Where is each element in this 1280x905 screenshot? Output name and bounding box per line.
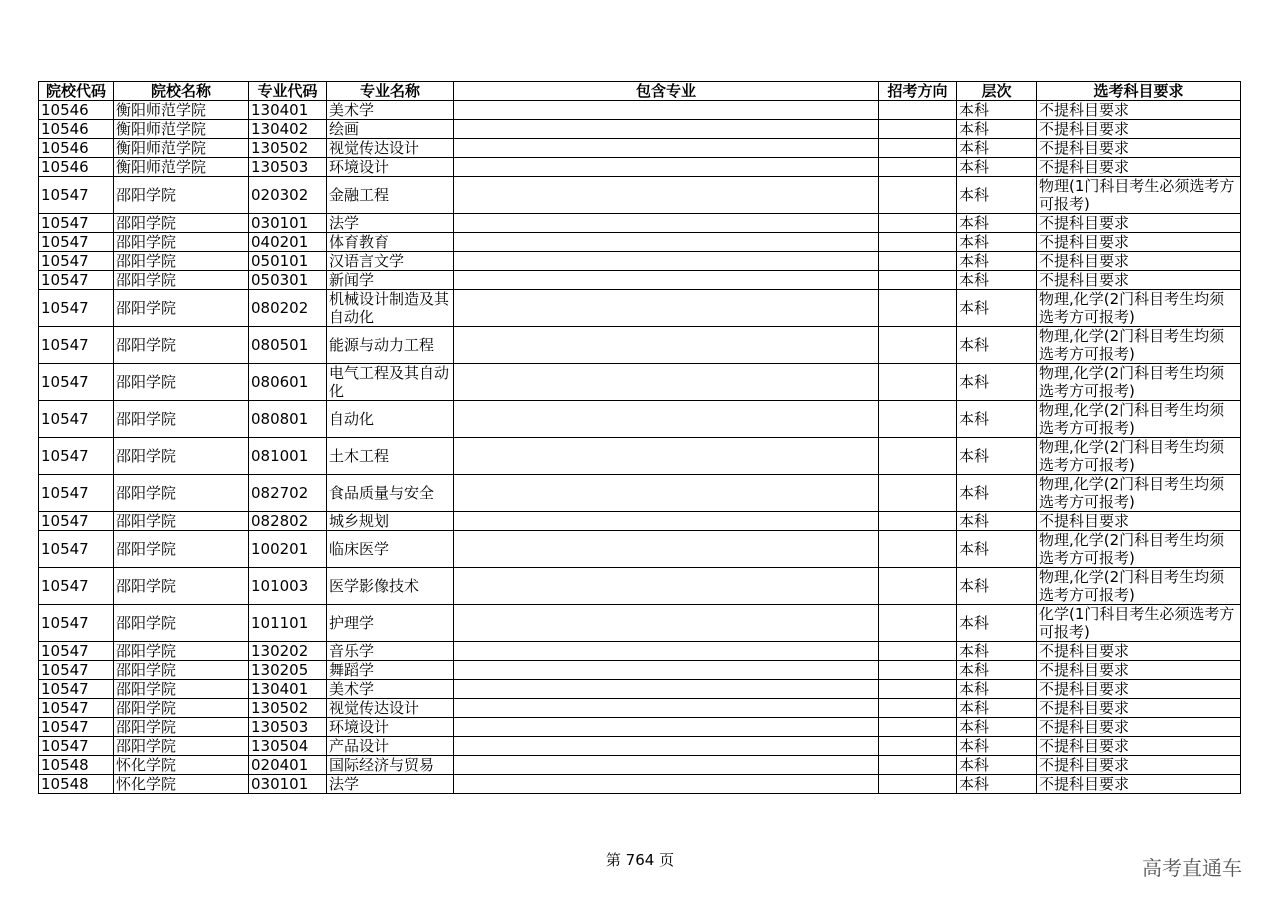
cell-school-code: 10547 — [39, 737, 114, 756]
cell-included-majors — [454, 699, 879, 718]
table-row — [39, 718, 1241, 737]
cell-direction — [879, 531, 957, 568]
cell-subject-requirement: 不提科目要求 — [1037, 756, 1241, 775]
cell-subject-requirement: 不提科目要求 — [1037, 775, 1241, 794]
cell-included-majors — [454, 327, 879, 364]
cell-level: 本科 — [957, 605, 1037, 642]
cell-school-name: 邵阳学院 — [114, 438, 249, 475]
cell-major-name: 护理学 — [327, 605, 454, 642]
cell-level: 本科 — [957, 718, 1037, 737]
cell-major-code: 050301 — [249, 271, 327, 290]
cell-major-name: 机械设计制造及其自动化 — [327, 290, 454, 327]
header-school-name: 院校名称 — [114, 82, 249, 101]
header-subject-requirement: 选考科目要求 — [1037, 82, 1241, 101]
cell-direction — [879, 642, 957, 661]
cell-included-majors — [454, 718, 879, 737]
cell-subject-requirement: 物理(1门科目考生必须选考方可报考) — [1037, 177, 1241, 214]
cell-direction — [879, 605, 957, 642]
cell-subject-requirement: 不提科目要求 — [1037, 233, 1241, 252]
cell-school-code: 10546 — [39, 158, 114, 177]
cell-major-code: 130502 — [249, 139, 327, 158]
cell-included-majors — [454, 661, 879, 680]
cell-included-majors — [454, 139, 879, 158]
table-body — [39, 101, 1241, 794]
watermark: 高考直通车 — [1142, 856, 1242, 880]
cell-major-name: 法学 — [327, 775, 454, 794]
cell-subject-requirement: 不提科目要求 — [1037, 642, 1241, 661]
cell-subject-requirement: 不提科目要求 — [1037, 158, 1241, 177]
cell-direction — [879, 364, 957, 401]
table-row — [39, 756, 1241, 775]
cell-subject-requirement: 化学(1门科目考生必须选考方可报考) — [1037, 605, 1241, 642]
cell-major-code: 030101 — [249, 775, 327, 794]
cell-major-code: 040201 — [249, 233, 327, 252]
cell-school-name: 邵阳学院 — [114, 531, 249, 568]
cell-included-majors — [454, 364, 879, 401]
cell-level: 本科 — [957, 756, 1037, 775]
cell-level: 本科 — [957, 290, 1037, 327]
table-row — [39, 177, 1241, 214]
cell-major-code: 130205 — [249, 661, 327, 680]
cell-subject-requirement: 不提科目要求 — [1037, 101, 1241, 120]
cell-major-name: 新闻学 — [327, 271, 454, 290]
cell-major-code: 080601 — [249, 364, 327, 401]
header-included-majors: 包含专业 — [454, 82, 879, 101]
cell-school-code: 10547 — [39, 252, 114, 271]
cell-direction — [879, 290, 957, 327]
cell-school-name: 衡阳师范学院 — [114, 101, 249, 120]
cell-subject-requirement: 物理,化学(2门科目考生均须选考方可报考) — [1037, 327, 1241, 364]
table-row — [39, 661, 1241, 680]
cell-included-majors — [454, 101, 879, 120]
cell-school-code: 10547 — [39, 271, 114, 290]
table-row — [39, 568, 1241, 605]
cell-major-name: 国际经济与贸易 — [327, 756, 454, 775]
cell-included-majors — [454, 512, 879, 531]
cell-included-majors — [454, 605, 879, 642]
cell-school-name: 邵阳学院 — [114, 290, 249, 327]
header-row — [39, 82, 1241, 101]
cell-level: 本科 — [957, 568, 1037, 605]
cell-subject-requirement: 不提科目要求 — [1037, 680, 1241, 699]
cell-direction — [879, 101, 957, 120]
cell-level: 本科 — [957, 699, 1037, 718]
cell-subject-requirement: 不提科目要求 — [1037, 718, 1241, 737]
page-number: 第 764 页 — [605, 851, 675, 869]
cell-school-name: 邵阳学院 — [114, 699, 249, 718]
cell-included-majors — [454, 177, 879, 214]
cell-school-code: 10547 — [39, 661, 114, 680]
cell-major-code: 030101 — [249, 214, 327, 233]
cell-level: 本科 — [957, 271, 1037, 290]
table-row — [39, 737, 1241, 756]
cell-school-code: 10546 — [39, 139, 114, 158]
header-level: 层次 — [957, 82, 1037, 101]
cell-major-name: 临床医学 — [327, 531, 454, 568]
cell-major-code: 130401 — [249, 680, 327, 699]
cell-major-code: 080801 — [249, 401, 327, 438]
cell-subject-requirement: 不提科目要求 — [1037, 737, 1241, 756]
cell-school-name: 邵阳学院 — [114, 401, 249, 438]
cell-school-code: 10547 — [39, 401, 114, 438]
cell-subject-requirement: 物理,化学(2门科目考生均须选考方可报考) — [1037, 531, 1241, 568]
cell-major-name: 医学影像技术 — [327, 568, 454, 605]
cell-major-code: 130503 — [249, 718, 327, 737]
table-row — [39, 775, 1241, 794]
header-direction: 招考方向 — [879, 82, 957, 101]
cell-school-name: 邵阳学院 — [114, 271, 249, 290]
table-row — [39, 475, 1241, 512]
cell-subject-requirement: 物理,化学(2门科目考生均须选考方可报考) — [1037, 401, 1241, 438]
cell-subject-requirement: 不提科目要求 — [1037, 271, 1241, 290]
cell-school-code: 10547 — [39, 680, 114, 699]
cell-school-name: 衡阳师范学院 — [114, 158, 249, 177]
cell-school-name: 邵阳学院 — [114, 737, 249, 756]
cell-school-code: 10547 — [39, 177, 114, 214]
cell-major-code: 101101 — [249, 605, 327, 642]
table-row — [39, 158, 1241, 177]
table-row — [39, 290, 1241, 327]
cell-major-name: 美术学 — [327, 680, 454, 699]
cell-included-majors — [454, 756, 879, 775]
table-row — [39, 214, 1241, 233]
cell-school-name: 邵阳学院 — [114, 475, 249, 512]
cell-school-code: 10547 — [39, 531, 114, 568]
cell-school-name: 邵阳学院 — [114, 568, 249, 605]
cell-level: 本科 — [957, 475, 1037, 512]
cell-direction — [879, 401, 957, 438]
cell-direction — [879, 737, 957, 756]
cell-level: 本科 — [957, 680, 1037, 699]
cell-major-code: 050101 — [249, 252, 327, 271]
cell-level: 本科 — [957, 327, 1037, 364]
cell-school-name: 邵阳学院 — [114, 364, 249, 401]
table-row — [39, 364, 1241, 401]
cell-major-code: 130402 — [249, 120, 327, 139]
cell-school-name: 邵阳学院 — [114, 605, 249, 642]
cell-subject-requirement: 不提科目要求 — [1037, 661, 1241, 680]
cell-direction — [879, 158, 957, 177]
cell-school-code: 10547 — [39, 214, 114, 233]
cell-included-majors — [454, 158, 879, 177]
cell-major-code: 020302 — [249, 177, 327, 214]
cell-major-name: 法学 — [327, 214, 454, 233]
cell-major-name: 体育教育 — [327, 233, 454, 252]
cell-major-code: 081001 — [249, 438, 327, 475]
cell-school-code: 10547 — [39, 605, 114, 642]
cell-level: 本科 — [957, 642, 1037, 661]
cell-school-name: 邵阳学院 — [114, 214, 249, 233]
cell-school-name: 邵阳学院 — [114, 680, 249, 699]
cell-included-majors — [454, 290, 879, 327]
cell-major-name: 电气工程及其自动化 — [327, 364, 454, 401]
cell-school-code: 10547 — [39, 327, 114, 364]
table-row — [39, 531, 1241, 568]
table-row — [39, 605, 1241, 642]
header-major-code: 专业代码 — [249, 82, 327, 101]
cell-included-majors — [454, 531, 879, 568]
cell-included-majors — [454, 214, 879, 233]
cell-school-name: 邵阳学院 — [114, 177, 249, 214]
table-row — [39, 642, 1241, 661]
cell-direction — [879, 756, 957, 775]
cell-subject-requirement: 不提科目要求 — [1037, 214, 1241, 233]
cell-subject-requirement: 物理,化学(2门科目考生均须选考方可报考) — [1037, 568, 1241, 605]
cell-school-name: 邵阳学院 — [114, 327, 249, 364]
cell-major-name: 能源与动力工程 — [327, 327, 454, 364]
cell-included-majors — [454, 775, 879, 794]
cell-included-majors — [454, 401, 879, 438]
cell-major-code: 100201 — [249, 531, 327, 568]
cell-major-name: 音乐学 — [327, 642, 454, 661]
cell-major-name: 城乡规划 — [327, 512, 454, 531]
cell-subject-requirement: 不提科目要求 — [1037, 120, 1241, 139]
cell-included-majors — [454, 233, 879, 252]
table-row — [39, 252, 1241, 271]
cell-major-name: 土木工程 — [327, 438, 454, 475]
table-row — [39, 120, 1241, 139]
cell-major-code: 130503 — [249, 158, 327, 177]
cell-major-name: 视觉传达设计 — [327, 699, 454, 718]
cell-major-name: 食品质量与安全 — [327, 475, 454, 512]
cell-level: 本科 — [957, 775, 1037, 794]
cell-school-code: 10548 — [39, 756, 114, 775]
cell-direction — [879, 177, 957, 214]
cell-subject-requirement: 不提科目要求 — [1037, 512, 1241, 531]
cell-school-code: 10547 — [39, 512, 114, 531]
table-row — [39, 101, 1241, 120]
cell-level: 本科 — [957, 214, 1037, 233]
cell-school-code: 10547 — [39, 642, 114, 661]
cell-level: 本科 — [957, 120, 1037, 139]
cell-major-name: 绘画 — [327, 120, 454, 139]
cell-subject-requirement: 不提科目要求 — [1037, 139, 1241, 158]
cell-school-name: 邵阳学院 — [114, 642, 249, 661]
cell-level: 本科 — [957, 177, 1037, 214]
cell-included-majors — [454, 680, 879, 699]
cell-school-code: 10547 — [39, 233, 114, 252]
cell-included-majors — [454, 475, 879, 512]
cell-direction — [879, 252, 957, 271]
cell-school-code: 10547 — [39, 699, 114, 718]
cell-direction — [879, 271, 957, 290]
cell-major-code: 130502 — [249, 699, 327, 718]
cell-level: 本科 — [957, 401, 1037, 438]
cell-school-code: 10547 — [39, 568, 114, 605]
cell-major-code: 080202 — [249, 290, 327, 327]
cell-direction — [879, 139, 957, 158]
cell-school-name: 邵阳学院 — [114, 661, 249, 680]
cell-major-code: 130202 — [249, 642, 327, 661]
table-row — [39, 680, 1241, 699]
cell-included-majors — [454, 737, 879, 756]
cell-direction — [879, 775, 957, 794]
cell-major-code: 130504 — [249, 737, 327, 756]
cell-major-code: 101003 — [249, 568, 327, 605]
cell-major-code: 082802 — [249, 512, 327, 531]
cell-major-name: 环境设计 — [327, 158, 454, 177]
table-row — [39, 271, 1241, 290]
cell-direction — [879, 568, 957, 605]
cell-school-name: 邵阳学院 — [114, 512, 249, 531]
table-row — [39, 327, 1241, 364]
cell-level: 本科 — [957, 139, 1037, 158]
table-row — [39, 233, 1241, 252]
cell-major-name: 自动化 — [327, 401, 454, 438]
cell-included-majors — [454, 438, 879, 475]
cell-major-name: 视觉传达设计 — [327, 139, 454, 158]
cell-direction — [879, 680, 957, 699]
table-row — [39, 699, 1241, 718]
cell-school-code: 10548 — [39, 775, 114, 794]
cell-level: 本科 — [957, 512, 1037, 531]
cell-school-code: 10546 — [39, 120, 114, 139]
cell-major-name: 美术学 — [327, 101, 454, 120]
cell-direction — [879, 214, 957, 233]
cell-included-majors — [454, 642, 879, 661]
header-major-name: 专业名称 — [327, 82, 454, 101]
table-row — [39, 438, 1241, 475]
cell-direction — [879, 327, 957, 364]
cell-level: 本科 — [957, 737, 1037, 756]
cell-school-code: 10547 — [39, 475, 114, 512]
cell-subject-requirement: 物理,化学(2门科目考生均须选考方可报考) — [1037, 438, 1241, 475]
cell-included-majors — [454, 120, 879, 139]
cell-level: 本科 — [957, 438, 1037, 475]
cell-direction — [879, 512, 957, 531]
cell-major-name: 产品设计 — [327, 737, 454, 756]
cell-major-code: 020401 — [249, 756, 327, 775]
table-row — [39, 512, 1241, 531]
cell-included-majors — [454, 568, 879, 605]
admission-table — [38, 81, 1241, 794]
cell-major-name: 环境设计 — [327, 718, 454, 737]
cell-level: 本科 — [957, 101, 1037, 120]
cell-school-name: 邵阳学院 — [114, 233, 249, 252]
cell-subject-requirement: 不提科目要求 — [1037, 699, 1241, 718]
cell-school-name: 怀化学院 — [114, 756, 249, 775]
cell-major-code: 082702 — [249, 475, 327, 512]
cell-subject-requirement: 物理,化学(2门科目考生均须选考方可报考) — [1037, 290, 1241, 327]
header-school-code: 院校代码 — [39, 82, 114, 101]
cell-direction — [879, 718, 957, 737]
cell-major-code: 080501 — [249, 327, 327, 364]
cell-school-code: 10547 — [39, 438, 114, 475]
cell-major-code: 130401 — [249, 101, 327, 120]
cell-level: 本科 — [957, 661, 1037, 680]
cell-level: 本科 — [957, 233, 1037, 252]
table-row — [39, 401, 1241, 438]
cell-level: 本科 — [957, 531, 1037, 568]
cell-subject-requirement: 物理,化学(2门科目考生均须选考方可报考) — [1037, 475, 1241, 512]
cell-included-majors — [454, 252, 879, 271]
cell-school-name: 衡阳师范学院 — [114, 120, 249, 139]
cell-major-name: 舞蹈学 — [327, 661, 454, 680]
cell-major-name: 汉语言文学 — [327, 252, 454, 271]
table-row — [39, 139, 1241, 158]
cell-subject-requirement: 物理,化学(2门科目考生均须选考方可报考) — [1037, 364, 1241, 401]
cell-direction — [879, 233, 957, 252]
cell-included-majors — [454, 271, 879, 290]
cell-subject-requirement: 不提科目要求 — [1037, 252, 1241, 271]
cell-school-code: 10547 — [39, 718, 114, 737]
cell-direction — [879, 661, 957, 680]
cell-school-name: 衡阳师范学院 — [114, 139, 249, 158]
cell-school-name: 怀化学院 — [114, 775, 249, 794]
cell-direction — [879, 699, 957, 718]
cell-level: 本科 — [957, 158, 1037, 177]
cell-direction — [879, 438, 957, 475]
cell-school-code: 10547 — [39, 364, 114, 401]
cell-direction — [879, 475, 957, 512]
cell-school-name: 邵阳学院 — [114, 252, 249, 271]
cell-school-name: 邵阳学院 — [114, 718, 249, 737]
cell-level: 本科 — [957, 364, 1037, 401]
cell-school-code: 10546 — [39, 101, 114, 120]
cell-direction — [879, 120, 957, 139]
cell-major-name: 金融工程 — [327, 177, 454, 214]
cell-level: 本科 — [957, 252, 1037, 271]
cell-school-code: 10547 — [39, 290, 114, 327]
